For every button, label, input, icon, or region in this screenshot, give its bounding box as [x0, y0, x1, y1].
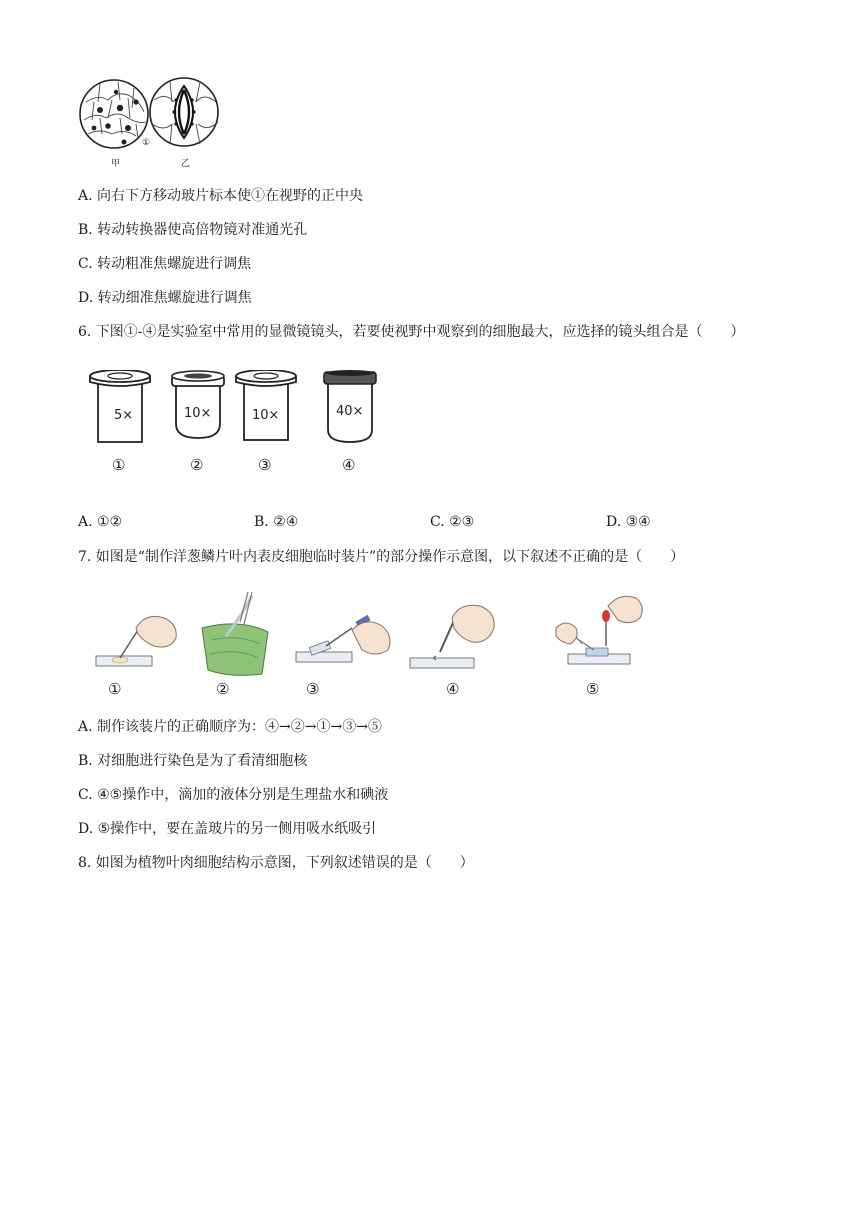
step-2-number: ② — [216, 680, 230, 698]
q6-stem: 6. 下图①-④是实验室中常用的显微镜镜头，若要使视野中观察到的细胞最大，应选择的镜头组合是（ ） — [78, 324, 745, 340]
q7-option-d: D. ⑤操作中，要在盖玻片的另一侧用吸水纸吸引 — [78, 821, 377, 837]
q5-option-a: A. 向右下方移动玻片标本使①在视野的正中央 — [78, 188, 364, 204]
q5-option-b: B. 转动转换器使高倍物镜对准通光孔 — [78, 222, 308, 238]
q5-option-c: C. 转动粗准焦螺旋进行调焦 — [78, 256, 252, 272]
lens-3-number: ③ — [258, 456, 272, 474]
step-4-number: ④ — [446, 680, 460, 698]
q7-stem: 7. 如图是“制作洋葱鳞片叶内表皮细胞临时装片”的部分操作示意图，以下叙述不正确的是（ ） — [78, 549, 685, 565]
q8-stem: 8. 如图为植物叶肉细胞结构示意图，下列叙述错误的是（ ） — [78, 855, 474, 871]
slide-steps-drawing — [90, 588, 650, 680]
lens-1-mag: 5× — [114, 408, 134, 423]
q7-option-c: C. ④⑤操作中，滴加的液体分别是生理盐水和碘液 — [78, 787, 389, 803]
q5-option-d: D. 转动细准焦螺旋进行调焦 — [78, 290, 252, 306]
cell-views-drawing — [78, 72, 228, 162]
label-yi: 乙 — [181, 159, 191, 169]
q6-option-a: A. ①② — [78, 514, 123, 530]
lens-1-number: ① — [112, 456, 126, 474]
step-1-number: ① — [108, 680, 122, 698]
step-5-number: ⑤ — [586, 680, 600, 698]
lens-2-mag: 10× — [184, 406, 212, 421]
microscope-views-figure — [78, 72, 228, 172]
step-3-number: ③ — [306, 680, 320, 698]
q6-option-d: D. ③④ — [606, 514, 651, 530]
lens-4-mag: 40× — [336, 404, 364, 419]
q7-option-b: B. 对细胞进行染色是为了看清细胞核 — [78, 753, 308, 769]
q7-option-a: A. 制作该装片的正确顺序为：④→②→①→③→⑤ — [78, 719, 382, 735]
lens-3-mag: 10× — [252, 408, 280, 423]
label-jia: 甲 — [111, 159, 121, 169]
lens-4-number: ④ — [342, 456, 356, 474]
lens-figure — [88, 370, 388, 480]
slide-steps-figure — [90, 588, 650, 703]
marker-one: ① — [142, 138, 151, 148]
q6-option-b: B. ②④ — [254, 514, 299, 530]
lens-2-number: ② — [190, 456, 204, 474]
q6-option-c: C. ②③ — [430, 514, 475, 530]
